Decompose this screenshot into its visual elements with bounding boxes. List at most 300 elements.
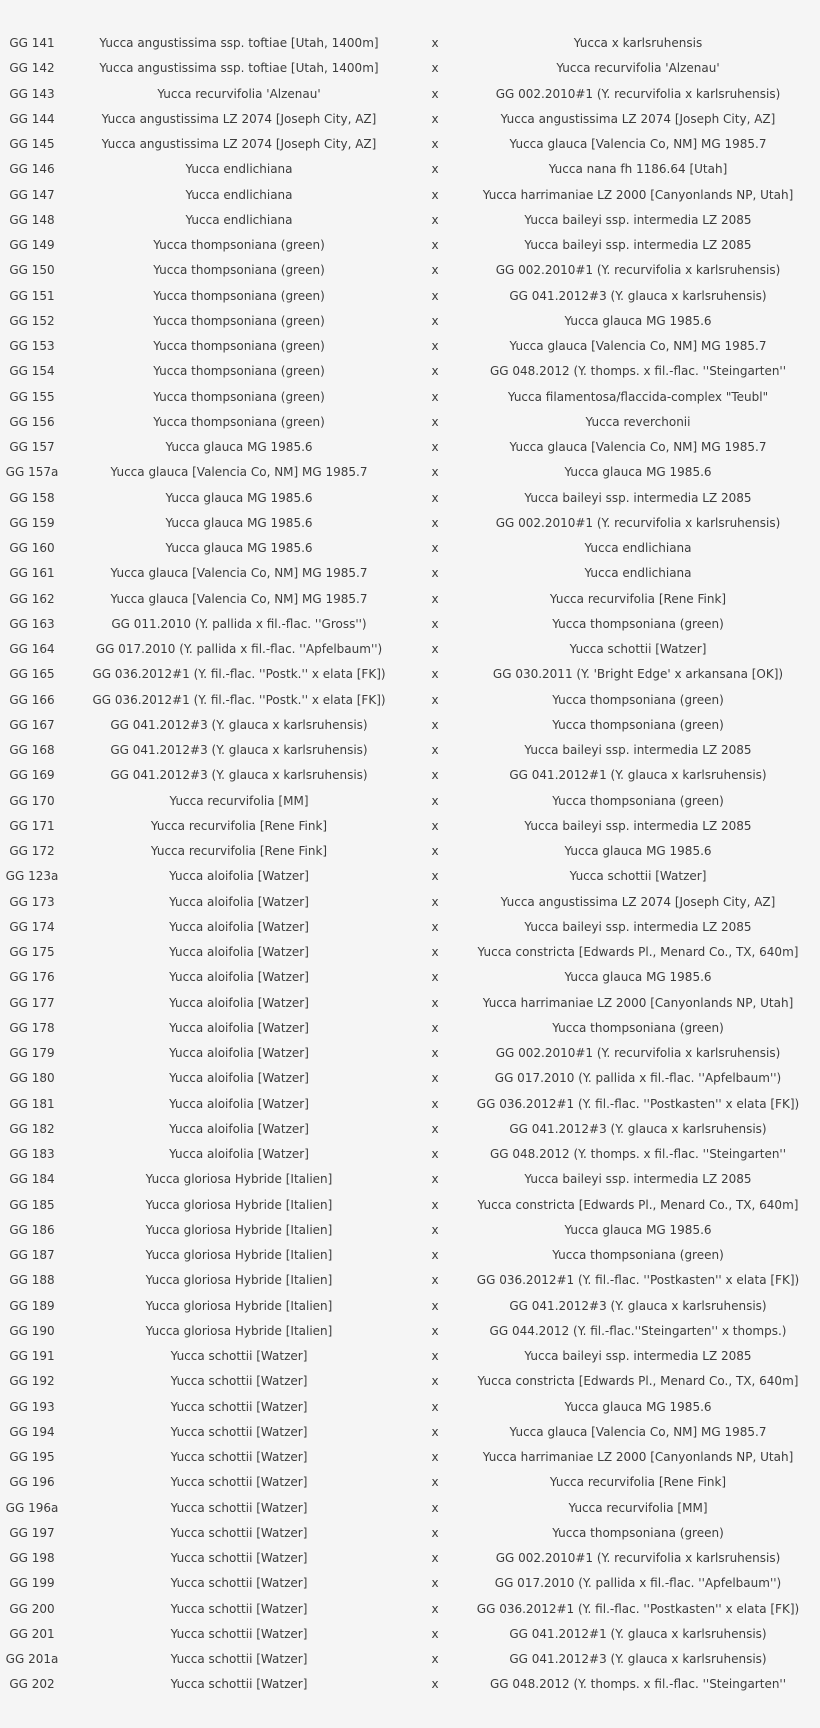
seed-parent: Yucca schottii [Watzer] [170,1652,308,1666]
seed-parent: Yucca aloifolia [Watzer] [169,1071,309,1086]
pollen-parent: Yucca recurvifolia [Rene Fink] [549,1475,727,1490]
cross-symbol: x [431,1677,439,1692]
accession-id: GG 187 [9,1248,55,1262]
cross-symbol: x [431,414,439,429]
cross-symbol: x [431,1046,439,1060]
cross-symbol: x [431,1652,439,1666]
accession-id: GG 173 [9,894,55,909]
pollen-parent: GG 041.2012#1 (Y. glauca x karlsruhensis) [509,1626,767,1641]
table-row [0,915,820,940]
table-row [0,965,820,990]
pollen-parent: GG 030.2011 (Y. 'Bright Edge' x arkansana [OK]) [492,667,784,682]
pollen-parent: Yucca constricta [Edwards Pl., Menard Co., TX, 640m] [477,945,799,959]
pollen-parent: Yucca endlichiana [584,541,692,555]
accession-id: GG 168 [9,743,55,757]
cross-symbol: x [431,995,439,1010]
table-row [0,1167,820,1192]
table-row [0,1369,820,1394]
accession-id: GG 163 [9,616,55,631]
seed-parent: Yucca aloifolia [Watzer] [169,1046,309,1060]
seed-parent: Yucca glauca MG 1985.6 [165,490,313,505]
cross-symbol: x [431,1222,439,1237]
pollen-parent: GG 041.2012#3 (Y. glauca x karlsruhensis) [509,1121,767,1136]
cross-symbol: x [431,717,439,732]
seed-parent: Yucca gloriosa Hybride [Italien] [145,1222,333,1237]
cross-symbol: x [431,1551,439,1565]
accession-id: GG 161 [9,566,55,581]
cross-symbol: x [431,1147,439,1161]
seed-parent: Yucca schottii [Watzer] [170,1399,308,1414]
pollen-parent: Yucca glauca [Valencia Co, NM] MG 1985.7 [509,339,767,353]
pollen-parent: GG 036.2012#1 (Y. fil.-flac. ''Postkasten'' x elata [FK]) [476,1273,800,1288]
seed-parent: Yucca schottii [Watzer] [170,1551,308,1565]
accession-id: GG 170 [9,793,55,808]
table-row [0,1041,820,1066]
seed-parent: Yucca recurvifolia 'Alzenau' [157,86,321,101]
table-row [0,940,820,965]
cross-symbol: x [431,743,439,757]
table-row [0,1243,820,1268]
pollen-parent: GG 017.2010 (Y. pallida x fil.-flac. ''Apfelbaum'') [494,1576,782,1591]
cross-symbol: x [431,1248,439,1262]
pollen-parent: GG 002.2010#1 (Y. recurvifolia x karlsruhensis) [495,1046,781,1060]
pollen-parent: GG 048.2012 (Y. thomps. x fil.-flac. ''Steingarten'' [489,1677,787,1692]
seed-parent: Yucca endlichiana [185,187,293,202]
cross-symbol: x [431,1121,439,1136]
seed-parent: Yucca glauca MG 1985.6 [165,440,313,454]
cross-symbol: x [431,515,439,530]
table-row [0,1597,820,1622]
cross-symbol: x [431,1626,439,1641]
seed-parent: Yucca gloriosa Hybride [Italien] [145,1172,333,1187]
accession-id: GG 186 [9,1222,55,1237]
pollen-parent: Yucca baileyi ssp. intermedia LZ 2085 [524,212,752,227]
accession-id: GG 200 [9,1601,55,1616]
table-row [0,183,820,208]
pollen-parent: Yucca recurvifolia [Rene Fink] [549,591,727,606]
seed-parent: GG 036.2012#1 (Y. fil.-flac. ''Postk.'' x elata [FK]) [92,667,386,682]
pollen-parent: Yucca glauca MG 1985.6 [564,1222,712,1237]
pollen-parent: Yucca thompsoniana (green) [552,793,724,808]
table-row [0,56,820,81]
pollen-parent: Yucca glauca [Valencia Co, NM] MG 1985.7 [509,137,767,151]
accession-id: GG 141 [9,36,55,50]
pollen-parent: Yucca glauca MG 1985.6 [564,1399,712,1414]
cross-symbol: x [431,844,439,858]
accession-id: GG 189 [9,1298,55,1313]
cross-symbol: x [431,490,439,505]
table-row [0,536,820,561]
cross-symbol: x [431,1349,439,1363]
seed-parent: Yucca aloifolia [Watzer] [169,1096,309,1111]
pollen-parent: Yucca angustissima LZ 2074 [Joseph City, AZ] [500,894,776,909]
accession-id: GG 156 [9,414,55,429]
cross-symbol: x [431,212,439,227]
seed-parent: Yucca angustissima LZ 2074 [Joseph City, AZ] [101,137,377,151]
cross-symbol: x [431,591,439,606]
accession-id: GG 182 [9,1121,55,1136]
table-row [0,1571,820,1596]
seed-parent: Yucca gloriosa Hybride [Italien] [145,1323,333,1338]
pollen-parent: Yucca baileyi ssp. intermedia LZ 2085 [524,1172,752,1187]
seed-parent: Yucca glauca [Valencia Co, NM] MG 1985.7 [110,566,368,581]
seed-parent: GG 041.2012#3 (Y. glauca x karlsruhensis) [110,743,368,757]
pollen-parent: Yucca glauca MG 1985.6 [564,844,712,858]
accession-id: GG 162 [9,591,55,606]
pollen-parent: Yucca thompsoniana (green) [552,717,724,732]
seed-parent: Yucca aloifolia [Watzer] [169,919,309,934]
cross-symbol: x [431,288,439,303]
table-row [0,1092,820,1117]
table-row [0,435,820,460]
pollen-parent: Yucca schottii [Watzer] [569,642,707,656]
cross-symbol: x [431,364,439,379]
accession-id: GG 199 [9,1576,55,1591]
pollen-parent: Yucca baileyi ssp. intermedia LZ 2085 [524,743,752,757]
pollen-parent: GG 002.2010#1 (Y. recurvifolia x karlsruhensis) [495,86,781,101]
seed-parent: Yucca gloriosa Hybride [Italien] [145,1298,333,1313]
table-row [0,1319,820,1344]
pollen-parent: Yucca constricta [Edwards Pl., Menard Co., TX, 640m] [477,1197,799,1212]
seed-parent: Yucca aloifolia [Watzer] [169,945,309,959]
table-row [0,1193,820,1218]
accession-id: GG 152 [9,313,55,328]
accession-id: GG 166 [9,692,55,707]
table-row [0,511,820,536]
pollen-parent: Yucca baileyi ssp. intermedia LZ 2085 [524,238,752,252]
accession-id: GG 197 [9,1525,55,1540]
table-row [0,864,820,889]
table-row [0,359,820,384]
cross-symbol: x [431,238,439,252]
table-row [0,31,820,56]
cross-symbol: x [431,61,439,76]
pollen-parent: GG 041.2012#3 (Y. glauca x karlsruhensis) [509,288,767,303]
pollen-parent: Yucca thompsoniana (green) [552,692,724,707]
seed-parent: Yucca thompsoniana (green) [153,364,325,379]
pollen-parent: GG 036.2012#1 (Y. fil.-flac. ''Postkasten'' x elata [FK]) [476,1096,800,1111]
cross-symbol: x [431,945,439,959]
accession-id: GG 146 [9,162,55,177]
accession-id: GG 178 [9,1020,55,1035]
seed-parent: Yucca recurvifolia [Rene Fink] [150,818,328,833]
pollen-parent: GG 036.2012#1 (Y. fil.-flac. ''Postkasten'' x elata [FK]) [476,1601,800,1616]
seed-parent: Yucca schottii [Watzer] [170,1475,308,1490]
cross-symbol: x [431,1323,439,1338]
table-row [0,1445,820,1470]
accession-id: GG 202 [9,1677,55,1692]
accession-id: GG 192 [9,1374,55,1389]
pollen-parent: GG 002.2010#1 (Y. recurvifolia x karlsruhensis) [495,1551,781,1565]
seed-parent: Yucca angustissima ssp. toftiae [Utah, 1400m] [99,61,379,76]
seed-parent: GG 036.2012#1 (Y. fil.-flac. ''Postk.'' x elata [FK]) [92,692,386,707]
table-row [0,738,820,763]
seed-parent: Yucca schottii [Watzer] [170,1424,308,1439]
seed-parent: Yucca schottii [Watzer] [170,1576,308,1591]
accession-id: GG 191 [9,1349,55,1363]
cross-symbol: x [431,313,439,328]
pollen-parent: GG 017.2010 (Y. pallida x fil.-flac. ''Apfelbaum'') [494,1071,782,1086]
accession-id: GG 195 [9,1450,55,1464]
accession-id: GG 159 [9,515,55,530]
seed-parent: GG 011.2010 (Y. pallida x fil.-flac. ''Gross'') [111,616,367,631]
table-row [0,233,820,258]
table-row [0,1142,820,1167]
seed-parent: Yucca glauca MG 1985.6 [165,515,313,530]
seed-parent: Yucca glauca MG 1985.6 [165,541,313,555]
accession-id: GG 201a [5,1652,59,1666]
table-row [0,309,820,334]
accession-id: GG 172 [9,844,55,858]
pollen-parent: Yucca constricta [Edwards Pl., Menard Co., TX, 640m] [477,1374,799,1389]
table-row [0,991,820,1016]
pollen-parent: Yucca reverchonii [585,414,691,429]
table-row [0,284,820,309]
seed-parent: GG 041.2012#3 (Y. glauca x karlsruhensis) [110,768,368,783]
pollen-parent: Yucca x karlsruhensis [573,36,703,50]
cross-symbol: x [431,187,439,202]
seed-parent: GG 017.2010 (Y. pallida x fil.-flac. ''Apfelbaum'') [95,642,383,656]
accession-id: GG 144 [9,111,55,126]
table-row [0,1521,820,1546]
table-row [0,157,820,182]
seed-parent: Yucca thompsoniana (green) [153,313,325,328]
seed-parent: Yucca glauca [Valencia Co, NM] MG 1985.7 [110,591,368,606]
table-row [0,82,820,107]
pollen-parent: GG 044.2012 (Y. fil.-flac.''Steingarten'' x thomps.) [489,1323,787,1338]
seed-parent: Yucca schottii [Watzer] [170,1677,308,1692]
table-row [0,1470,820,1495]
seed-parent: Yucca thompsoniana (green) [153,263,325,278]
accession-id: GG 155 [9,389,55,404]
cross-symbol: x [431,667,439,682]
seed-parent: Yucca recurvifolia [MM] [169,793,309,808]
cross-symbol: x [431,1172,439,1187]
table-row [0,1622,820,1647]
accession-id: GG 175 [9,945,55,959]
cross-symbol: x [431,389,439,404]
cross-symbol: x [431,36,439,50]
seed-parent: Yucca schottii [Watzer] [170,1349,308,1363]
accession-id: GG 148 [9,212,55,227]
seed-parent: Yucca aloifolia [Watzer] [169,1121,309,1136]
cross-symbol: x [431,1601,439,1616]
seed-parent: Yucca thompsoniana (green) [153,389,325,404]
accession-id: GG 171 [9,818,55,833]
pollen-parent: Yucca baileyi ssp. intermedia LZ 2085 [524,919,752,934]
accession-id: GG 181 [9,1096,55,1111]
yucca-cross-table [0,31,820,1698]
pollen-parent: Yucca angustissima LZ 2074 [Joseph City, AZ] [500,111,776,126]
table-row [0,208,820,233]
cross-symbol: x [431,162,439,177]
pollen-parent: Yucca thompsoniana (green) [552,1248,724,1262]
cross-symbol: x [431,339,439,353]
table-row [0,662,820,687]
table-row [0,688,820,713]
cross-symbol: x [431,1096,439,1111]
table-row [0,561,820,586]
pollen-parent: GG 041.2012#3 (Y. glauca x karlsruhensis) [509,1298,767,1313]
seed-parent: Yucca schottii [Watzer] [170,1500,308,1515]
table-row [0,460,820,485]
seed-parent: Yucca recurvifolia [Rene Fink] [150,844,328,858]
accession-id: GG 198 [9,1551,55,1565]
seed-parent: Yucca schottii [Watzer] [170,1601,308,1616]
seed-parent: Yucca thompsoniana (green) [153,414,325,429]
cross-symbol: x [431,1399,439,1414]
cross-symbol: x [431,137,439,151]
seed-parent: Yucca glauca [Valencia Co, NM] MG 1985.7 [110,465,368,480]
accession-id: GG 149 [9,238,55,252]
cross-table-body [0,31,820,1698]
pollen-parent: Yucca glauca MG 1985.6 [564,313,712,328]
pollen-parent: Yucca nana fh 1186.64 [Utah] [548,162,728,177]
cross-symbol: x [431,768,439,783]
seed-parent: Yucca angustissima ssp. toftiae [Utah, 1400m] [99,36,379,50]
pollen-parent: Yucca thompsoniana (green) [552,616,724,631]
accession-id: GG 196 [9,1475,55,1490]
accession-id: GG 196a [5,1500,59,1515]
accession-id: GG 143 [9,86,55,101]
table-row [0,1294,820,1319]
accession-id: GG 147 [9,187,55,202]
cross-symbol: x [431,1500,439,1515]
seed-parent: Yucca aloifolia [Watzer] [169,970,309,985]
table-row [0,814,820,839]
pollen-parent: Yucca harrimaniae LZ 2000 [Canyonlands NP, Utah] [482,1450,794,1464]
seed-parent: Yucca gloriosa Hybride [Italien] [145,1248,333,1262]
cross-symbol: x [431,642,439,656]
accession-id: GG 151 [9,288,55,303]
table-row [0,763,820,788]
accession-id: GG 145 [9,137,55,151]
cross-symbol: x [431,465,439,480]
accession-id: GG 188 [9,1273,55,1288]
accession-id: GG 174 [9,919,55,934]
seed-parent: Yucca gloriosa Hybride [Italien] [145,1273,333,1288]
accession-id: GG 157a [5,465,59,480]
table-row [0,1420,820,1445]
table-row [0,1066,820,1091]
seed-parent: Yucca thompsoniana (green) [153,238,325,252]
cross-symbol: x [431,919,439,934]
accession-id: GG 150 [9,263,55,278]
cross-symbol: x [431,1374,439,1389]
cross-symbol: x [431,818,439,833]
table-row [0,1546,820,1571]
seed-parent: Yucca thompsoniana (green) [153,288,325,303]
table-row [0,1344,820,1369]
accession-id: GG 183 [9,1147,55,1161]
seed-parent: Yucca schottii [Watzer] [170,1525,308,1540]
table-row [0,587,820,612]
table-row [0,410,820,435]
accession-id: GG 201 [9,1626,55,1641]
accession-id: GG 179 [9,1046,55,1060]
seed-parent: GG 041.2012#3 (Y. glauca x karlsruhensis) [110,717,368,732]
accession-id: GG 167 [9,717,55,732]
pollen-parent: Yucca recurvifolia 'Alzenau' [556,61,720,76]
seed-parent: Yucca endlichiana [185,162,293,177]
accession-id: GG 164 [9,642,55,656]
pollen-parent: Yucca harrimaniae LZ 2000 [Canyonlands NP, Utah] [482,187,794,202]
pollen-parent: Yucca glauca MG 1985.6 [564,465,712,480]
accession-id: GG 153 [9,339,55,353]
accession-id: GG 160 [9,541,55,555]
pollen-parent: GG 041.2012#1 (Y. glauca x karlsruhensis) [509,768,767,783]
table-row [0,713,820,738]
cross-symbol: x [431,1525,439,1540]
table-row [0,258,820,283]
table-row [0,612,820,637]
table-row [0,839,820,864]
cross-symbol: x [431,1071,439,1086]
accession-id: GG 169 [9,768,55,783]
accession-id: GG 184 [9,1172,55,1187]
seed-parent: Yucca endlichiana [185,212,293,227]
pollen-parent: GG 048.2012 (Y. thomps. x fil.-flac. ''Steingarten'' [489,364,787,379]
table-row [0,107,820,132]
accession-id: GG 180 [9,1071,55,1086]
accession-id: GG 194 [9,1424,55,1439]
table-row [0,1268,820,1293]
cross-symbol: x [431,541,439,555]
pollen-parent: Yucca endlichiana [584,566,692,581]
table-row [0,132,820,157]
cross-symbol: x [431,970,439,985]
accession-id: GG 185 [9,1197,55,1212]
cross-symbol: x [431,793,439,808]
cross-symbol: x [431,692,439,707]
accession-id: GG 154 [9,364,55,379]
pollen-parent: GG 048.2012 (Y. thomps. x fil.-flac. ''Steingarten'' [489,1147,787,1161]
cross-symbol: x [431,263,439,278]
table-row [0,1647,820,1672]
cross-symbol: x [431,1424,439,1439]
accession-id: GG 157 [9,440,55,454]
cross-symbol: x [431,86,439,101]
pollen-parent: Yucca recurvifolia [MM] [568,1500,708,1515]
pollen-parent: Yucca filamentosa/flaccida-complex "Teubl" [507,389,769,404]
seed-parent: Yucca schottii [Watzer] [170,1450,308,1464]
pollen-parent: Yucca glauca MG 1985.6 [564,970,712,985]
cross-symbol: x [431,869,439,884]
accession-id: GG 190 [9,1323,55,1338]
pollen-parent: Yucca thompsoniana (green) [552,1020,724,1035]
table-row [0,890,820,915]
accession-id: GG 165 [9,667,55,682]
table-row [0,1672,820,1697]
pollen-parent: Yucca glauca [Valencia Co, NM] MG 1985.7 [509,1424,767,1439]
cross-symbol: x [431,1475,439,1490]
pollen-parent: GG 041.2012#3 (Y. glauca x karlsruhensis) [509,1652,767,1666]
cross-symbol: x [431,566,439,581]
seed-parent: Yucca schottii [Watzer] [170,1374,308,1389]
cross-symbol: x [431,616,439,631]
table-row [0,486,820,511]
table-row [0,789,820,814]
pollen-parent: Yucca baileyi ssp. intermedia LZ 2085 [524,1349,752,1363]
seed-parent: Yucca aloifolia [Watzer] [169,1020,309,1035]
cross-symbol: x [431,1576,439,1591]
seed-parent: Yucca aloifolia [Watzer] [169,1147,309,1161]
accession-id: GG 193 [9,1399,55,1414]
accession-id: GG 158 [9,490,55,505]
table-row [0,334,820,359]
cross-symbol: x [431,1273,439,1288]
seed-parent: Yucca angustissima LZ 2074 [Joseph City, AZ] [101,111,377,126]
